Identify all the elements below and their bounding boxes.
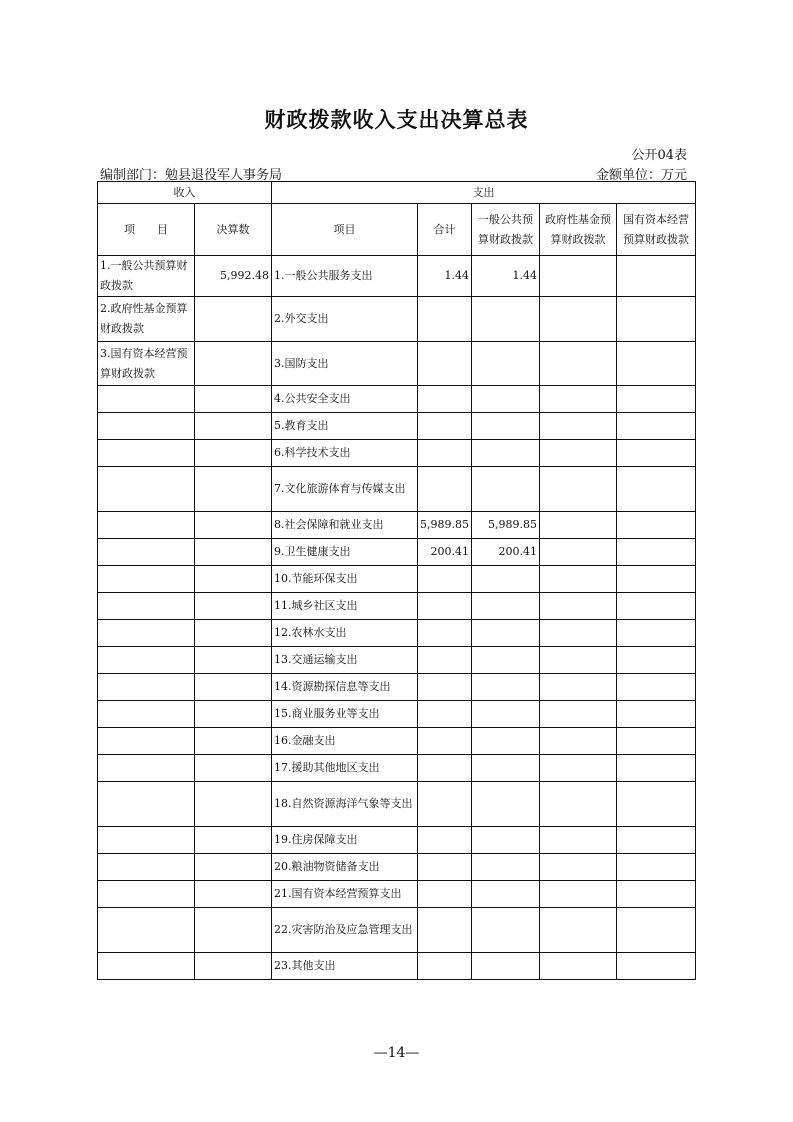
expense-gov-fund-cell bbox=[540, 256, 617, 297]
expense-general-cell bbox=[472, 881, 540, 908]
expense-total-cell bbox=[418, 908, 472, 953]
income-amount-cell bbox=[195, 512, 272, 539]
expense-item-cell: 8.社会保障和就业支出 bbox=[272, 512, 418, 539]
income-item-header: 项 目 bbox=[98, 204, 195, 256]
expense-item-cell: 1.一般公共服务支出 bbox=[272, 256, 418, 297]
table-row bbox=[98, 386, 696, 413]
expense-state-capital-cell bbox=[617, 728, 696, 755]
expense-general-cell bbox=[472, 620, 540, 647]
total-header: 合计 bbox=[418, 204, 472, 256]
table-row bbox=[98, 827, 696, 854]
amount-unit: 金额单位：万元 bbox=[595, 168, 687, 183]
expense-general-cell bbox=[472, 297, 540, 342]
income-item-cell bbox=[98, 593, 195, 620]
income-item-cell bbox=[98, 413, 195, 440]
income-amount-cell bbox=[195, 342, 272, 386]
expense-total-cell bbox=[418, 827, 472, 854]
income-amount-cell bbox=[195, 620, 272, 647]
expense-total-cell bbox=[418, 755, 472, 782]
income-item-cell bbox=[98, 440, 195, 467]
expense-total-cell bbox=[418, 881, 472, 908]
expense-gov-fund-cell bbox=[540, 881, 617, 908]
table-row bbox=[98, 256, 696, 297]
expense-total-cell bbox=[418, 620, 472, 647]
income-amount-cell bbox=[195, 755, 272, 782]
income-item-cell: 3.国有资本经营预算财政拨款 bbox=[98, 342, 195, 386]
expense-general-cell: 1.44 bbox=[472, 256, 540, 297]
income-header: 收入 bbox=[98, 182, 272, 204]
expense-general-cell: 200.41 bbox=[472, 539, 540, 566]
expense-general-cell bbox=[472, 674, 540, 701]
expense-item-cell: 7.文化旅游体育与传媒支出 bbox=[272, 467, 418, 512]
expense-general-cell bbox=[472, 755, 540, 782]
income-item-cell bbox=[98, 512, 195, 539]
expense-state-capital-cell bbox=[617, 953, 696, 980]
expense-item-cell: 4.公共安全支出 bbox=[272, 386, 418, 413]
expense-general-cell bbox=[472, 701, 540, 728]
expense-state-capital-cell bbox=[617, 413, 696, 440]
expense-gov-fund-cell bbox=[540, 953, 617, 980]
state-capital-header: 国有资本经营预算财政拨款 bbox=[617, 204, 696, 256]
income-amount-cell bbox=[195, 386, 272, 413]
expense-total-cell bbox=[418, 953, 472, 980]
compiling-department: 编制部门：勉县退役军人事务局 bbox=[100, 168, 283, 183]
expense-total-cell bbox=[418, 413, 472, 440]
expense-state-capital-cell bbox=[617, 701, 696, 728]
income-amount-cell bbox=[195, 908, 272, 953]
expense-gov-fund-cell bbox=[540, 539, 617, 566]
expense-state-capital-cell bbox=[617, 512, 696, 539]
expense-general-cell bbox=[472, 953, 540, 980]
income-item-cell bbox=[98, 674, 195, 701]
expense-item-cell: 9.卫生健康支出 bbox=[272, 539, 418, 566]
expense-item-cell: 18.自然资源海洋气象等支出 bbox=[272, 782, 418, 827]
expense-total-cell: 1.44 bbox=[418, 256, 472, 297]
income-amount-header: 决算数 bbox=[195, 204, 272, 256]
expense-total-cell bbox=[418, 647, 472, 674]
expense-item-cell: 21.国有资本经营预算支出 bbox=[272, 881, 418, 908]
expense-gov-fund-cell bbox=[540, 782, 617, 827]
expense-gov-fund-cell bbox=[540, 342, 617, 386]
expense-gov-fund-cell bbox=[540, 647, 617, 674]
expense-total-cell bbox=[418, 467, 472, 512]
expense-item-cell: 22.灾害防治及应急管理支出 bbox=[272, 908, 418, 953]
expense-total-cell bbox=[418, 566, 472, 593]
income-amount-cell bbox=[195, 440, 272, 467]
income-item-cell bbox=[98, 827, 195, 854]
expense-gov-fund-cell bbox=[540, 593, 617, 620]
table-row bbox=[98, 440, 696, 467]
expense-state-capital-cell bbox=[617, 386, 696, 413]
page-number: —14— bbox=[373, 1045, 420, 1061]
expense-total-cell bbox=[418, 782, 472, 827]
income-item-cell bbox=[98, 854, 195, 881]
expense-gov-fund-cell bbox=[540, 413, 617, 440]
general-budget-header: 一般公共预算财政拨款 bbox=[472, 204, 540, 256]
income-amount-cell bbox=[195, 593, 272, 620]
expense-total-cell bbox=[418, 674, 472, 701]
expense-total-cell bbox=[418, 593, 472, 620]
expense-item-cell: 20.粮油物资储备支出 bbox=[272, 854, 418, 881]
expense-gov-fund-cell bbox=[540, 386, 617, 413]
expense-item-cell: 19.住房保障支出 bbox=[272, 827, 418, 854]
expense-state-capital-cell bbox=[617, 593, 696, 620]
expense-gov-fund-cell bbox=[540, 440, 617, 467]
income-amount-cell bbox=[195, 827, 272, 854]
expense-gov-fund-cell bbox=[540, 908, 617, 953]
expense-total-cell: 5,989.85 bbox=[418, 512, 472, 539]
table-row bbox=[98, 539, 696, 566]
expense-state-capital-cell bbox=[617, 647, 696, 674]
expense-item-cell: 10.节能环保支出 bbox=[272, 566, 418, 593]
income-item-cell bbox=[98, 566, 195, 593]
expense-gov-fund-cell bbox=[540, 566, 617, 593]
expense-item-cell: 15.商业服务业等支出 bbox=[272, 701, 418, 728]
table-row bbox=[98, 728, 696, 755]
expense-general-cell bbox=[472, 854, 540, 881]
expense-general-cell bbox=[472, 413, 540, 440]
expense-gov-fund-cell bbox=[540, 827, 617, 854]
table-row bbox=[98, 701, 696, 728]
expense-state-capital-cell bbox=[617, 440, 696, 467]
expense-total-cell bbox=[418, 342, 472, 386]
expense-state-capital-cell bbox=[617, 566, 696, 593]
income-item-cell bbox=[98, 701, 195, 728]
income-amount-cell bbox=[195, 647, 272, 674]
expense-gov-fund-cell bbox=[540, 755, 617, 782]
expense-state-capital-cell bbox=[617, 908, 696, 953]
expense-item-cell: 14.资源勘探信息等支出 bbox=[272, 674, 418, 701]
expense-general-cell bbox=[472, 467, 540, 512]
expense-item-cell: 17.援助其他地区支出 bbox=[272, 755, 418, 782]
expense-item-cell: 3.国防支出 bbox=[272, 342, 418, 386]
expense-general-cell bbox=[472, 342, 540, 386]
expense-general-cell: 5,989.85 bbox=[472, 512, 540, 539]
table-row bbox=[98, 854, 696, 881]
expense-state-capital-cell bbox=[617, 674, 696, 701]
table-row bbox=[98, 593, 696, 620]
expense-state-capital-cell bbox=[617, 881, 696, 908]
income-item-cell bbox=[98, 782, 195, 827]
income-item-cell bbox=[98, 755, 195, 782]
table-row bbox=[98, 908, 696, 953]
gov-fund-header: 政府性基金预算财政拨款 bbox=[540, 204, 617, 256]
income-amount-cell bbox=[195, 782, 272, 827]
expense-general-cell bbox=[472, 827, 540, 854]
expense-gov-fund-cell bbox=[540, 674, 617, 701]
income-amount-cell: 5,992.48 bbox=[195, 256, 272, 297]
expense-gov-fund-cell bbox=[540, 854, 617, 881]
expense-total-cell bbox=[418, 440, 472, 467]
income-item-cell: 2.政府性基金预算财政拨款 bbox=[98, 297, 195, 342]
income-item-cell bbox=[98, 908, 195, 953]
table-row bbox=[98, 620, 696, 647]
expense-total-cell: 200.41 bbox=[418, 539, 472, 566]
table-row bbox=[98, 953, 696, 980]
income-amount-cell bbox=[195, 413, 272, 440]
header-row-2 bbox=[98, 204, 696, 256]
expense-total-cell bbox=[418, 297, 472, 342]
expense-state-capital-cell bbox=[617, 782, 696, 827]
income-item-cell bbox=[98, 953, 195, 980]
income-item-cell bbox=[98, 728, 195, 755]
expense-total-cell bbox=[418, 854, 472, 881]
expense-header: 支出 bbox=[272, 182, 696, 204]
income-amount-cell bbox=[195, 467, 272, 512]
income-item-cell bbox=[98, 647, 195, 674]
table-row bbox=[98, 782, 696, 827]
income-item-cell bbox=[98, 620, 195, 647]
page-title: 财政拨款收入支出决算总表 bbox=[264, 108, 529, 132]
fiscal-summary-table bbox=[97, 181, 696, 980]
expense-general-cell bbox=[472, 593, 540, 620]
table-row bbox=[98, 566, 696, 593]
expense-item-cell: 2.外交支出 bbox=[272, 297, 418, 342]
expense-state-capital-cell bbox=[617, 256, 696, 297]
income-amount-cell bbox=[195, 701, 272, 728]
table-row bbox=[98, 647, 696, 674]
income-amount-cell bbox=[195, 566, 272, 593]
income-item-cell: 1.一般公共预算财政拨款 bbox=[98, 256, 195, 297]
expense-state-capital-cell bbox=[617, 467, 696, 512]
expense-state-capital-cell bbox=[617, 539, 696, 566]
income-item-cell bbox=[98, 467, 195, 512]
expense-general-cell bbox=[472, 386, 540, 413]
income-item-cell bbox=[98, 881, 195, 908]
income-amount-cell bbox=[195, 953, 272, 980]
expense-state-capital-cell bbox=[617, 342, 696, 386]
expense-total-cell bbox=[418, 728, 472, 755]
expense-item-cell: 6.科学技术支出 bbox=[272, 440, 418, 467]
expense-general-cell bbox=[472, 566, 540, 593]
table-row bbox=[98, 881, 696, 908]
expense-state-capital-cell bbox=[617, 827, 696, 854]
table-row bbox=[98, 413, 696, 440]
table-row bbox=[98, 674, 696, 701]
expense-general-cell bbox=[472, 440, 540, 467]
income-amount-cell bbox=[195, 728, 272, 755]
expense-item-cell: 12.农林水支出 bbox=[272, 620, 418, 647]
expense-total-cell bbox=[418, 701, 472, 728]
income-amount-cell bbox=[195, 539, 272, 566]
expense-general-cell bbox=[472, 782, 540, 827]
expense-gov-fund-cell bbox=[540, 701, 617, 728]
expense-state-capital-cell bbox=[617, 854, 696, 881]
income-item-cell bbox=[98, 386, 195, 413]
expense-general-cell bbox=[472, 647, 540, 674]
table-row bbox=[98, 755, 696, 782]
table-row bbox=[98, 467, 696, 512]
expense-state-capital-cell bbox=[617, 620, 696, 647]
expense-state-capital-cell bbox=[617, 297, 696, 342]
expense-gov-fund-cell bbox=[540, 297, 617, 342]
income-item-cell bbox=[98, 539, 195, 566]
expense-total-cell bbox=[418, 386, 472, 413]
table-row bbox=[98, 297, 696, 342]
income-amount-cell bbox=[195, 881, 272, 908]
expense-item-cell: 16.金融支出 bbox=[272, 728, 418, 755]
expense-item-cell: 13.交通运输支出 bbox=[272, 647, 418, 674]
expense-item-cell: 23.其他支出 bbox=[272, 953, 418, 980]
expense-gov-fund-cell bbox=[540, 512, 617, 539]
income-amount-cell bbox=[195, 854, 272, 881]
header-row-1 bbox=[98, 182, 696, 204]
income-amount-cell bbox=[195, 297, 272, 342]
expense-item-cell: 5.教育支出 bbox=[272, 413, 418, 440]
income-amount-cell bbox=[195, 674, 272, 701]
expense-state-capital-cell bbox=[617, 755, 696, 782]
expense-general-cell bbox=[472, 908, 540, 953]
expense-gov-fund-cell bbox=[540, 467, 617, 512]
expense-item-header: 项目 bbox=[272, 204, 418, 256]
table-row bbox=[98, 512, 696, 539]
expense-gov-fund-cell bbox=[540, 620, 617, 647]
expense-general-cell bbox=[472, 728, 540, 755]
expense-gov-fund-cell bbox=[540, 728, 617, 755]
form-number: 公开04表 bbox=[631, 148, 687, 163]
table-row bbox=[98, 342, 696, 386]
expense-item-cell: 11.城乡社区支出 bbox=[272, 593, 418, 620]
